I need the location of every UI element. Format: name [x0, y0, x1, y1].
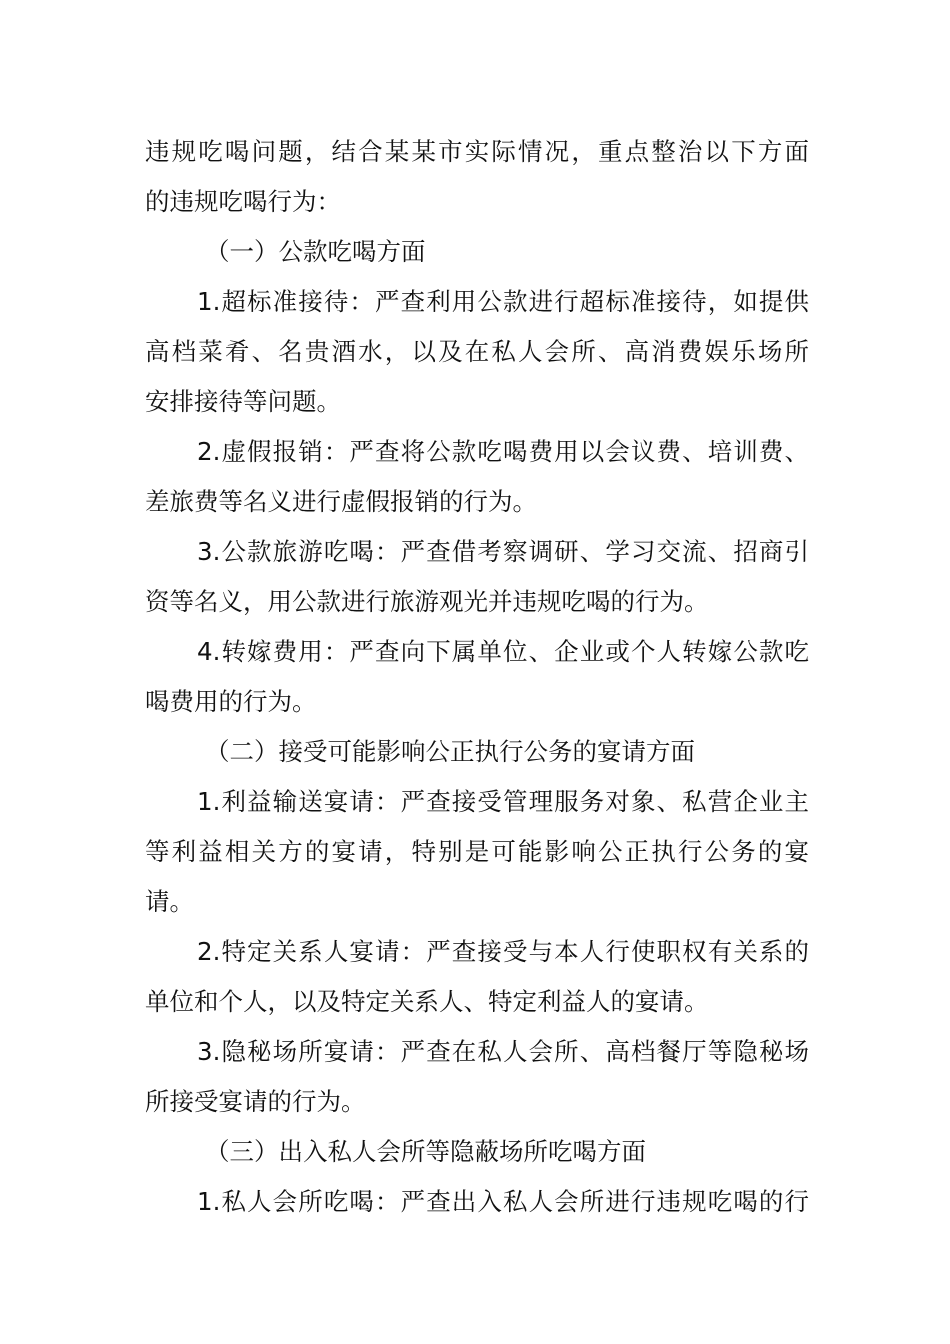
paragraph-line: 等利益相关方的宴请，特别是可能影响公正执行公务的宴	[145, 837, 809, 866]
paragraph-line: 所接受宴请的行为。	[145, 1087, 366, 1116]
paragraph-line: 安排接待等问题。	[145, 387, 341, 416]
paragraph-line: 1.利益输送宴请：严查接受管理服务对象、私营企业主	[197, 787, 809, 816]
section-heading: （一）公款吃喝方面	[205, 237, 426, 266]
paragraph-line: 违规吃喝问题，结合某某市实际情况，重点整治以下方面	[145, 137, 809, 166]
paragraph-line: 1.超标准接待：严查利用公款进行超标准接待，如提供	[197, 287, 809, 316]
paragraph-line: 4.转嫁费用：严查向下属单位、企业或个人转嫁公款吃	[197, 637, 809, 666]
paragraph-line: 喝费用的行为。	[145, 687, 317, 716]
paragraph-line: 的违规吃喝行为：	[145, 187, 341, 216]
paragraph-line: 高档菜肴、名贵酒水，以及在私人会所、高消费娱乐场所	[145, 337, 809, 366]
section-heading: （三）出入私人会所等隐蔽场所吃喝方面	[205, 1137, 646, 1166]
paragraph-line: 请。	[145, 887, 194, 916]
paragraph-line: 差旅费等名义进行虚假报销的行为。	[145, 487, 537, 516]
paragraph-line: 2.虚假报销：严查将公款吃喝费用以会议费、培训费、	[197, 437, 809, 466]
paragraph-line: 3.隐秘场所宴请：严查在私人会所、高档餐厅等隐秘场	[197, 1037, 809, 1066]
paragraph-line: 资等名义，用公款进行旅游观光并违规吃喝的行为。	[145, 587, 709, 616]
paragraph-line: 2.特定关系人宴请：严查接受与本人行使职权有关系的	[197, 937, 809, 966]
paragraph-line: 1.私人会所吃喝：严查出入私人会所进行违规吃喝的行	[197, 1187, 809, 1216]
paragraph-line: 3.公款旅游吃喝：严查借考察调研、学习交流、招商引	[197, 537, 809, 566]
section-heading: （二）接受可能影响公正执行公务的宴请方面	[205, 737, 695, 766]
paragraph-line: 单位和个人，以及特定关系人、特定利益人的宴请。	[145, 987, 709, 1016]
document-body	[145, 127, 809, 1227]
